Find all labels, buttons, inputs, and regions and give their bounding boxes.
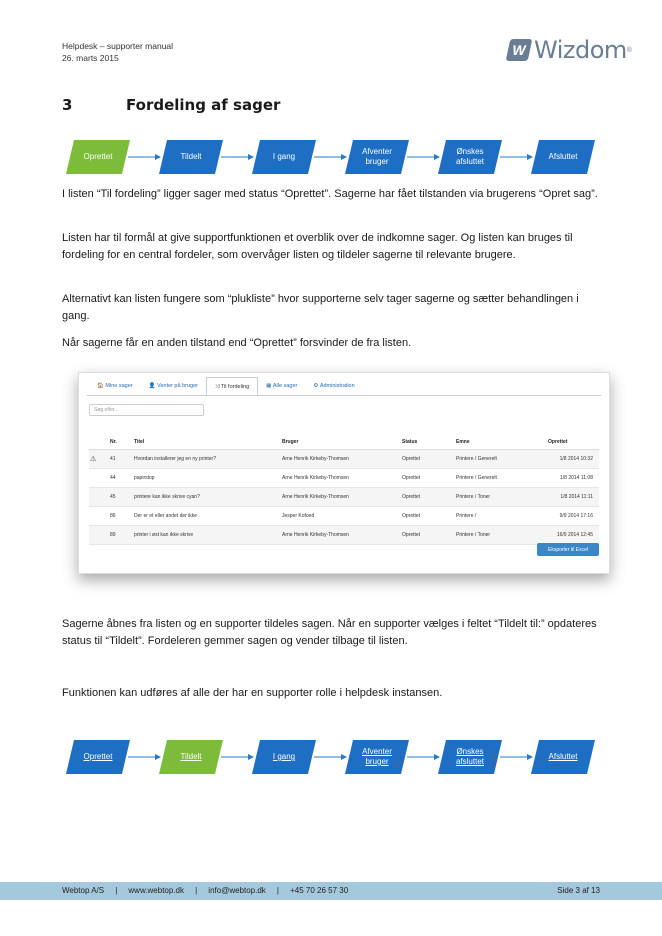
table-row[interactable]	[89, 526, 599, 545]
tab-alle-sager[interactable]: ▦ Alle sager	[266, 383, 298, 389]
row-warning-icon	[89, 488, 109, 507]
row-number: 41	[109, 450, 133, 469]
row-warning-icon	[89, 526, 109, 545]
table-row[interactable]	[89, 469, 599, 488]
paragraph-5: Sagerne åbnes fra listen og en supporter tildeles sagen. Når en supporter vælges i feltet “Tildelt til:” opdateres status til “Tildelt”. Fordeleren gemmer sagen og vender tilbage til listen.	[62, 618, 597, 647]
row-user: Arne Henrik Kirkeby-Thomsen	[281, 488, 401, 507]
row-created: 1/8 2014 11:11	[547, 488, 599, 507]
document-footer	[0, 882, 662, 900]
logo-trademark: ®	[626, 46, 632, 54]
logo-mark-icon: W	[506, 39, 533, 61]
flow-step[interactable]	[252, 740, 316, 774]
paragraph-1: I listen “Til fordeling” ligger sager med status “Oprettet”. Sagerne har fået tilstanden via brugerens “Opret sag”.	[62, 188, 598, 200]
column-header-status[interactable]: Status	[401, 435, 455, 450]
export-excel-button[interactable]: Eksporter til Excel	[537, 543, 599, 556]
flow-step-label: Afsluttet	[548, 152, 578, 161]
row-title: printere kan ikke skrive cyan?	[133, 488, 281, 507]
row-number: 89	[109, 526, 133, 545]
header-title: Helpdesk – supporter manual	[62, 41, 174, 51]
flow-step	[252, 140, 316, 174]
row-topic: Printere / Generelt	[455, 450, 547, 469]
flow-step-label: Afsluttet	[548, 752, 578, 761]
table-header-row	[89, 435, 599, 450]
flow-graphic	[66, 140, 596, 174]
flow-step-label: Ønskes afsluttet	[455, 147, 484, 166]
row-status: Oprettet	[401, 450, 455, 469]
tab-administration[interactable]: ⚙ Administration	[313, 383, 355, 389]
row-status: Oprettet	[401, 488, 455, 507]
flow-graphic	[66, 740, 596, 774]
flow-step-label: Tildelt	[180, 752, 202, 761]
paragraph-6: Funktionen kan udføres af alle der har en supporter rolle i helpdesk instansen.	[62, 687, 443, 699]
header-date: 26. marts 2015	[62, 53, 119, 63]
row-topic: Printere / Toner	[455, 488, 547, 507]
column-header-bruger[interactable]: Bruger	[281, 435, 401, 450]
row-created: 9/9 2014 17:16	[547, 507, 599, 526]
flow-step-label: I gang	[272, 152, 296, 161]
flow-step[interactable]	[438, 740, 502, 774]
column-header-nr[interactable]: Nr.	[109, 435, 133, 450]
table-row[interactable]	[89, 450, 599, 469]
flow-step[interactable]	[345, 740, 409, 774]
flow-step-label: Afventer bruger	[362, 147, 392, 166]
flow-step	[159, 140, 223, 174]
row-title: printer i øst kan ikke skrive	[133, 526, 281, 545]
flow-step[interactable]	[66, 740, 130, 774]
flow-step-label: Afventer bruger	[362, 747, 392, 766]
list-screenshot	[78, 372, 610, 574]
row-number: 86	[109, 507, 133, 526]
row-title: Hvordan installerer jeg en ny printer?	[133, 450, 281, 469]
screenshot-tabs	[89, 377, 363, 395]
row-number: 44	[109, 469, 133, 488]
tab-venter-paa-bruger[interactable]: 👤 Venter på bruger	[148, 383, 198, 389]
table-row[interactable]	[89, 507, 599, 526]
footer-contact: Webtop A/S | www.webtop.dk | info@webtop.dk | +45 70 26 57 30	[62, 886, 349, 895]
tab-mine-sager[interactable]: 🏠 Mine sager	[97, 383, 133, 389]
column-header-emne[interactable]: Emne	[455, 435, 547, 450]
flow-step-label: I gang	[272, 752, 296, 761]
section-number: 3	[62, 96, 73, 114]
paragraph-4: Når sagerne får en anden tilstand end “Oprettet” forsvinder de fra listen.	[62, 337, 412, 349]
row-warning-icon: ⚠	[89, 450, 109, 469]
wizdom-logo	[508, 36, 632, 64]
status-flow-bottom	[66, 740, 596, 774]
row-created: 1/8 2014 10:32	[547, 450, 599, 469]
row-number: 45	[109, 488, 133, 507]
row-status: Oprettet	[401, 507, 455, 526]
flow-step-label: Oprettet	[83, 752, 113, 761]
section-title: Fordeling af sager	[126, 96, 281, 114]
row-topic: Printere /	[455, 507, 547, 526]
flow-step	[438, 140, 502, 174]
column-header-oprettet[interactable]: Oprettet	[547, 435, 599, 450]
search-input[interactable]: Søg efter...	[89, 404, 204, 416]
flow-step-label: Ønskes afsluttet	[455, 747, 484, 766]
tab-til-fordeling[interactable]: ⤨ Til fordeling	[206, 377, 258, 397]
row-user: Jesper Kofoed	[281, 507, 401, 526]
flow-step-label: Tildelt	[180, 152, 202, 161]
row-status: Oprettet	[401, 526, 455, 545]
row-user: Arne Henrik Kirkeby-Thomsen	[281, 469, 401, 488]
row-warning-icon	[89, 469, 109, 488]
row-title: papirstop	[133, 469, 281, 488]
row-warning-icon	[89, 507, 109, 526]
table-row[interactable]	[89, 488, 599, 507]
row-topic: Printere / Toner	[455, 526, 547, 545]
row-topic: Printere / Generelt	[455, 469, 547, 488]
row-user: Arne Henrik Kirkeby-Thomsen	[281, 450, 401, 469]
paragraph-3: Alternativt kan listen fungere som “plukliste” hvor supporterne selv tager sagerne og sætter behandlingen i gang.	[62, 293, 579, 322]
tab-divider	[87, 395, 601, 396]
row-title: Der er et eller andet der ikke	[133, 507, 281, 526]
status-flow-top	[66, 140, 596, 174]
row-created: 16/9 2014 12:45	[547, 526, 599, 545]
flow-step-label: Oprettet	[83, 152, 113, 161]
section-heading	[62, 96, 280, 114]
document-header	[62, 40, 173, 64]
flow-step	[66, 140, 130, 174]
logo-text: Wizdom	[534, 36, 627, 64]
flow-step[interactable]	[531, 740, 595, 774]
flow-step	[345, 140, 409, 174]
paragraph-2: Listen har til formål at give supportfunktionen et overblik over de indkomne sager. Og listen kan bruges til fordeling for en central fordeler, som overvåger listen og tildeler sagerne til relevante brugere.	[62, 232, 573, 261]
column-header-titel[interactable]: Titel	[133, 435, 281, 450]
flow-step	[531, 140, 595, 174]
row-status: Oprettet	[401, 469, 455, 488]
footer-page-number: Side 3 af 13	[557, 886, 600, 895]
cases-table	[89, 435, 599, 545]
row-user: Arne Henrik Kirkeby-Thomsen	[281, 526, 401, 545]
flow-step[interactable]	[159, 740, 223, 774]
row-created: 1/8 2014 11:08	[547, 469, 599, 488]
